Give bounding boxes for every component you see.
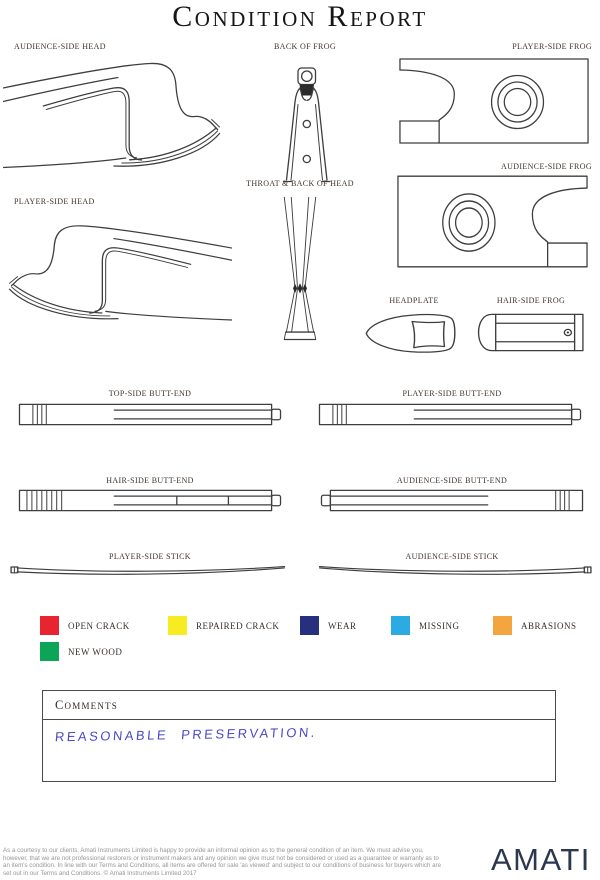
comments-box bbox=[42, 690, 556, 782]
headplate-drawing bbox=[363, 309, 457, 355]
missing-swatch bbox=[391, 616, 410, 635]
hair-side-frog-drawing bbox=[477, 313, 585, 352]
legend-item-open-crack bbox=[40, 616, 130, 635]
page-title: Condition Report bbox=[172, 0, 428, 33]
label-headplate: HEADPLATE bbox=[389, 296, 439, 305]
label-audience-side-stick: AUDIENCE-SIDE STICK bbox=[405, 552, 499, 561]
legend-label: ABRASIONS bbox=[521, 620, 577, 631]
label-back-of-frog: BACK OF FROG bbox=[274, 42, 336, 51]
legend-item-repaired-crack bbox=[168, 616, 279, 635]
player-side-frog-drawing bbox=[398, 57, 590, 145]
label-player-side-stick: PLAYER-SIDE STICK bbox=[109, 552, 191, 561]
label-audience-side-frog: AUDIENCE-SIDE FROG bbox=[501, 162, 592, 171]
legend-item-new-wood bbox=[40, 642, 122, 661]
legend-item-abrasions bbox=[493, 616, 577, 635]
wear-swatch bbox=[300, 616, 319, 635]
throat-back-of-head-drawing bbox=[279, 197, 321, 344]
label-top-side-butt-end: TOP-SIDE BUTT-END bbox=[108, 389, 192, 398]
label-audience-side-head: AUDIENCE-SIDE HEAD bbox=[14, 42, 106, 51]
audience-side-head-drawing bbox=[3, 57, 221, 183]
legend-label: MISSING bbox=[419, 620, 460, 631]
back-of-frog-drawing bbox=[278, 66, 336, 192]
legend-label: NEW WOOD bbox=[68, 646, 123, 657]
footer-disclaimer: As a courtesy to our clients, Amati Instruments Limited is happy to provide an informal opinion as to the general condition of an item. We must advise you, however, that we are not professional restorers or instrument makers and any opinion we give must not be considered or used as a guarantee or warranty as to an item's condition. In line with our Terms and Conditions, all items are offered for sale 'as viewed' and subject to our conditions of business for buyers which are set out in our Terms and Conditions. © Amati Instruments Limited 2017 bbox=[3, 847, 442, 877]
label-player-side-butt-end: PLAYER-SIDE BUTT-END bbox=[402, 389, 502, 398]
comments-handwritten-text: REASONABLE PRESERVATION. bbox=[54, 724, 318, 745]
audience-side-butt-end-drawing bbox=[318, 487, 584, 514]
repaired-crack-swatch bbox=[168, 616, 187, 635]
label-hair-side-frog: HAIR-SIDE FROG bbox=[496, 296, 566, 305]
player-side-butt-end-drawing bbox=[318, 401, 584, 428]
label-player-side-head: PLAYER-SIDE HEAD bbox=[14, 197, 95, 206]
abrasions-swatch bbox=[493, 616, 512, 635]
new-wood-swatch bbox=[40, 642, 59, 661]
open-crack-swatch bbox=[40, 616, 59, 635]
legend-item-wear bbox=[300, 616, 357, 635]
label-audience-side-butt-end: AUDIENCE-SIDE BUTT-END bbox=[396, 476, 508, 485]
label-hair-side-butt-end: HAIR-SIDE BUTT-END bbox=[106, 476, 194, 485]
label-throat-back-of-head: THROAT & BACK OF HEAD bbox=[246, 179, 354, 188]
player-side-stick-drawing bbox=[8, 563, 288, 579]
top-side-butt-end-drawing bbox=[18, 401, 284, 428]
legend-label: OPEN CRACK bbox=[68, 620, 130, 631]
audience-side-stick-drawing bbox=[316, 563, 594, 579]
player-side-head-drawing bbox=[8, 220, 232, 334]
legend-label: REPAIRED CRACK bbox=[196, 620, 280, 631]
hair-side-butt-end-drawing bbox=[18, 487, 284, 514]
comments-header: Comments bbox=[43, 691, 555, 720]
amati-logo: AMATI bbox=[491, 842, 591, 877]
label-player-side-frog: PLAYER-SIDE FROG bbox=[512, 42, 592, 51]
legend-label: WEAR bbox=[328, 620, 357, 631]
legend-item-missing bbox=[391, 616, 460, 635]
audience-side-frog-drawing bbox=[396, 174, 589, 269]
